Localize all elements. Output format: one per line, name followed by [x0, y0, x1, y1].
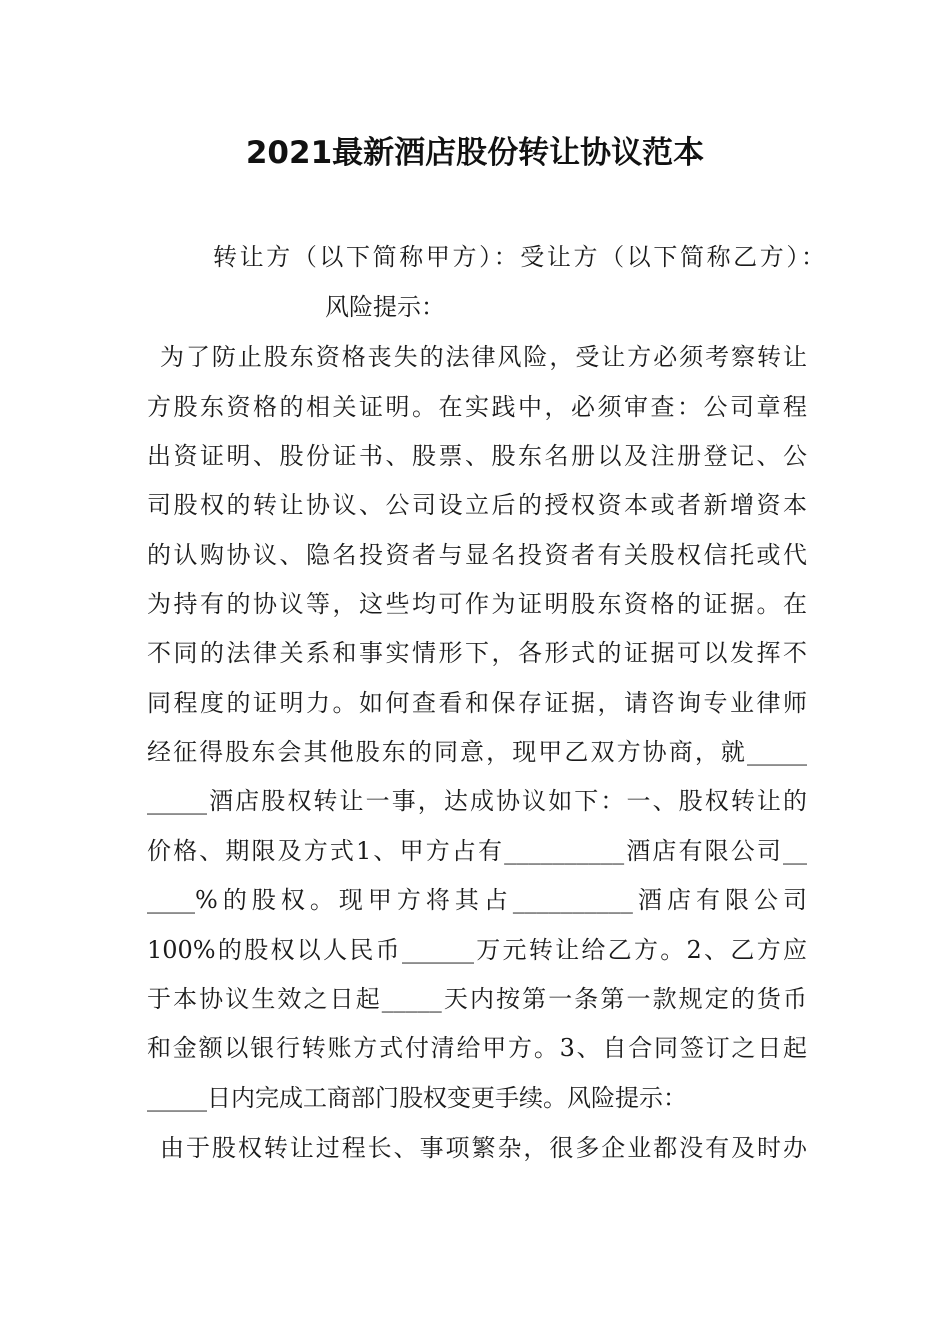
body-line: _____酒店股权转让一事，达成协议如下：一、股权转让的 [147, 787, 807, 815]
body-line: 100%的股权以人民币______万元转让给乙方。2、乙方应 [147, 936, 807, 964]
body-line: 经征得股东会其他股东的同意，现甲乙双方协商，就_____ [147, 738, 807, 766]
risk-heading: 风险提示： [325, 293, 445, 321]
body-line: 出资证明、股份证书、股票、股东名册以及注册登记、公 [147, 442, 807, 470]
body-line: ____%的股权。现甲方将其占__________酒店有限公司 [147, 886, 807, 914]
body-line: 为了防止股东资格丧失的法律风险，受让方必须考察转让 [160, 343, 807, 371]
document-title: 2021最新酒店股份转让协议范本 [245, 135, 705, 171]
body-line: 和金额以银行转账方式付清给甲方。3、自合同签订之日起 [147, 1034, 807, 1062]
body-line: 同程度的证明力。如何查看和保存证据，请咨询专业律师 [147, 689, 807, 717]
parties-line: 转让方（以下简称甲方）：受让方（以下简称乙方）： [213, 243, 825, 271]
body-line: 司股权的转让协议、公司设立后的授权资本或者新增资本 [147, 491, 807, 519]
body-line: _____日内完成工商部门股权变更手续。风险提示： [147, 1084, 687, 1112]
body-line: 方股东资格的相关证明。在实践中，必须审查：公司章程 [147, 393, 807, 421]
body-line: 不同的法律关系和事实情形下，各形式的证据可以发挥不 [147, 639, 807, 667]
body-line: 于本协议生效之日起_____天内按第一条第一款规定的货币 [147, 985, 807, 1013]
body-line: 的认购协议、隐名投资者与显名投资者有关股权信托或代 [147, 541, 807, 569]
body-line: 为持有的协议等，这些均可作为证明股东资格的证据。在 [147, 590, 807, 618]
body-line: 由于股权转让过程长、事项繁杂，很多企业都没有及时办 [160, 1134, 807, 1162]
body-line: 价格、期限及方式1、甲方占有__________酒店有限公司__ [147, 837, 807, 865]
